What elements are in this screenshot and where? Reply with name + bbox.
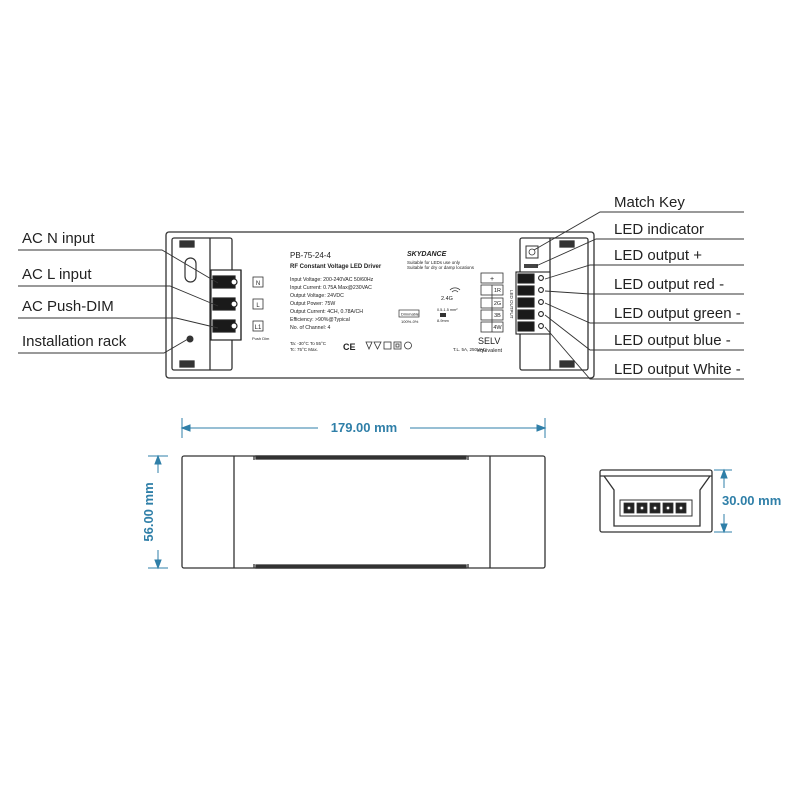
selv-sub-label: equivalent xyxy=(477,348,503,354)
legend-1r: 1R xyxy=(493,288,502,294)
model-number: PB-75-24-4 xyxy=(290,251,331,260)
spec-line: Input Voltage: 200-240VAC 50/60Hz xyxy=(290,277,374,283)
driver-front-view xyxy=(182,456,545,568)
wire-spec: 0.5-1.5 mm² xyxy=(437,308,458,312)
spec-line: No. of Channel: 4 xyxy=(290,325,331,331)
wire-strip: 8-9mm xyxy=(437,319,449,323)
selv-label: SELV xyxy=(478,336,501,346)
legend-2g: 2G xyxy=(493,301,502,307)
legend-4w: 4W xyxy=(493,325,502,331)
spec-line: Efficiency: >90%@Typical xyxy=(290,317,350,323)
callout-installation-rack: Installation rack xyxy=(22,333,127,350)
match-key xyxy=(526,246,538,258)
terminal-out-plus xyxy=(518,274,534,283)
callout-led-output-red: LED output red - xyxy=(614,276,725,293)
callout-led-output-blue: LED output blue - xyxy=(614,332,731,349)
legend-3b: 3B xyxy=(494,313,501,319)
led-indicator xyxy=(524,264,538,268)
driver-side-view xyxy=(600,470,712,532)
terminal-out-green xyxy=(518,298,534,307)
suitable-line-2: Suitable for dry or damp locations xyxy=(407,265,475,270)
spec-line: Output Voltage: 24VDC xyxy=(290,293,344,299)
height-value: 30.00 mm xyxy=(722,493,782,508)
dimmable-label: Dimmable xyxy=(401,311,420,317)
callout-ac-push-dim: AC Push-DIM xyxy=(22,298,114,315)
callout-led-output-white: LED output White - xyxy=(614,361,741,378)
spec-line: Output Current: 4CH, 0.78A/CH xyxy=(290,309,363,315)
spec-line: Output Power: 75W xyxy=(290,301,336,307)
terminal-out-blue xyxy=(518,310,534,319)
callout-led-output-plus: LED output + xyxy=(614,247,702,264)
rf-band: 2.4G xyxy=(441,296,453,302)
ambient-temp: Ta: -30°C To 55°C xyxy=(290,341,327,346)
terminal-label-l: L xyxy=(256,303,260,309)
callout-ac-n-input: AC N input xyxy=(22,230,95,247)
brand-name: SKYDANCE xyxy=(407,251,447,258)
led-output-terminal-block xyxy=(516,272,550,334)
callout-led-output-green: LED output green - xyxy=(614,305,741,322)
terminal-label-n: N xyxy=(255,281,261,287)
terminal-out-white xyxy=(518,322,534,331)
fuse-rating: T.L. 5A, 250VAC xyxy=(453,347,486,352)
callout-led-indicator: LED indicator xyxy=(614,221,705,238)
ce-mark: CE xyxy=(343,342,356,352)
rf-signal-icon xyxy=(450,288,460,292)
led-output-side-label: LED OUTPUT xyxy=(509,290,514,319)
push-dim-label: Push Dim xyxy=(252,336,270,341)
dim-range: 100%-0% xyxy=(401,319,419,324)
callout-ac-l-input: AC L input xyxy=(22,266,92,283)
legend-plus: + xyxy=(489,276,495,283)
case-temp: Tc: 75°C Max. xyxy=(290,347,319,352)
terminal-label-l1: L1 xyxy=(254,325,262,331)
spec-line: Input Current: 0.75A Max@230VAC xyxy=(290,285,372,291)
width-value: 56.00 mm xyxy=(141,482,156,542)
length-value: 179.00 mm xyxy=(330,420,398,435)
terminal-out-red xyxy=(518,286,534,295)
callout-match-key: Match Key xyxy=(614,194,685,211)
suitable-line-1: Suitable for LEDs use only xyxy=(407,260,461,265)
mount-slot xyxy=(185,258,196,282)
spec-lines xyxy=(290,277,374,331)
product-name: RF Constant Voltage LED Driver xyxy=(290,264,382,270)
cert-symbols-icon xyxy=(366,342,412,349)
